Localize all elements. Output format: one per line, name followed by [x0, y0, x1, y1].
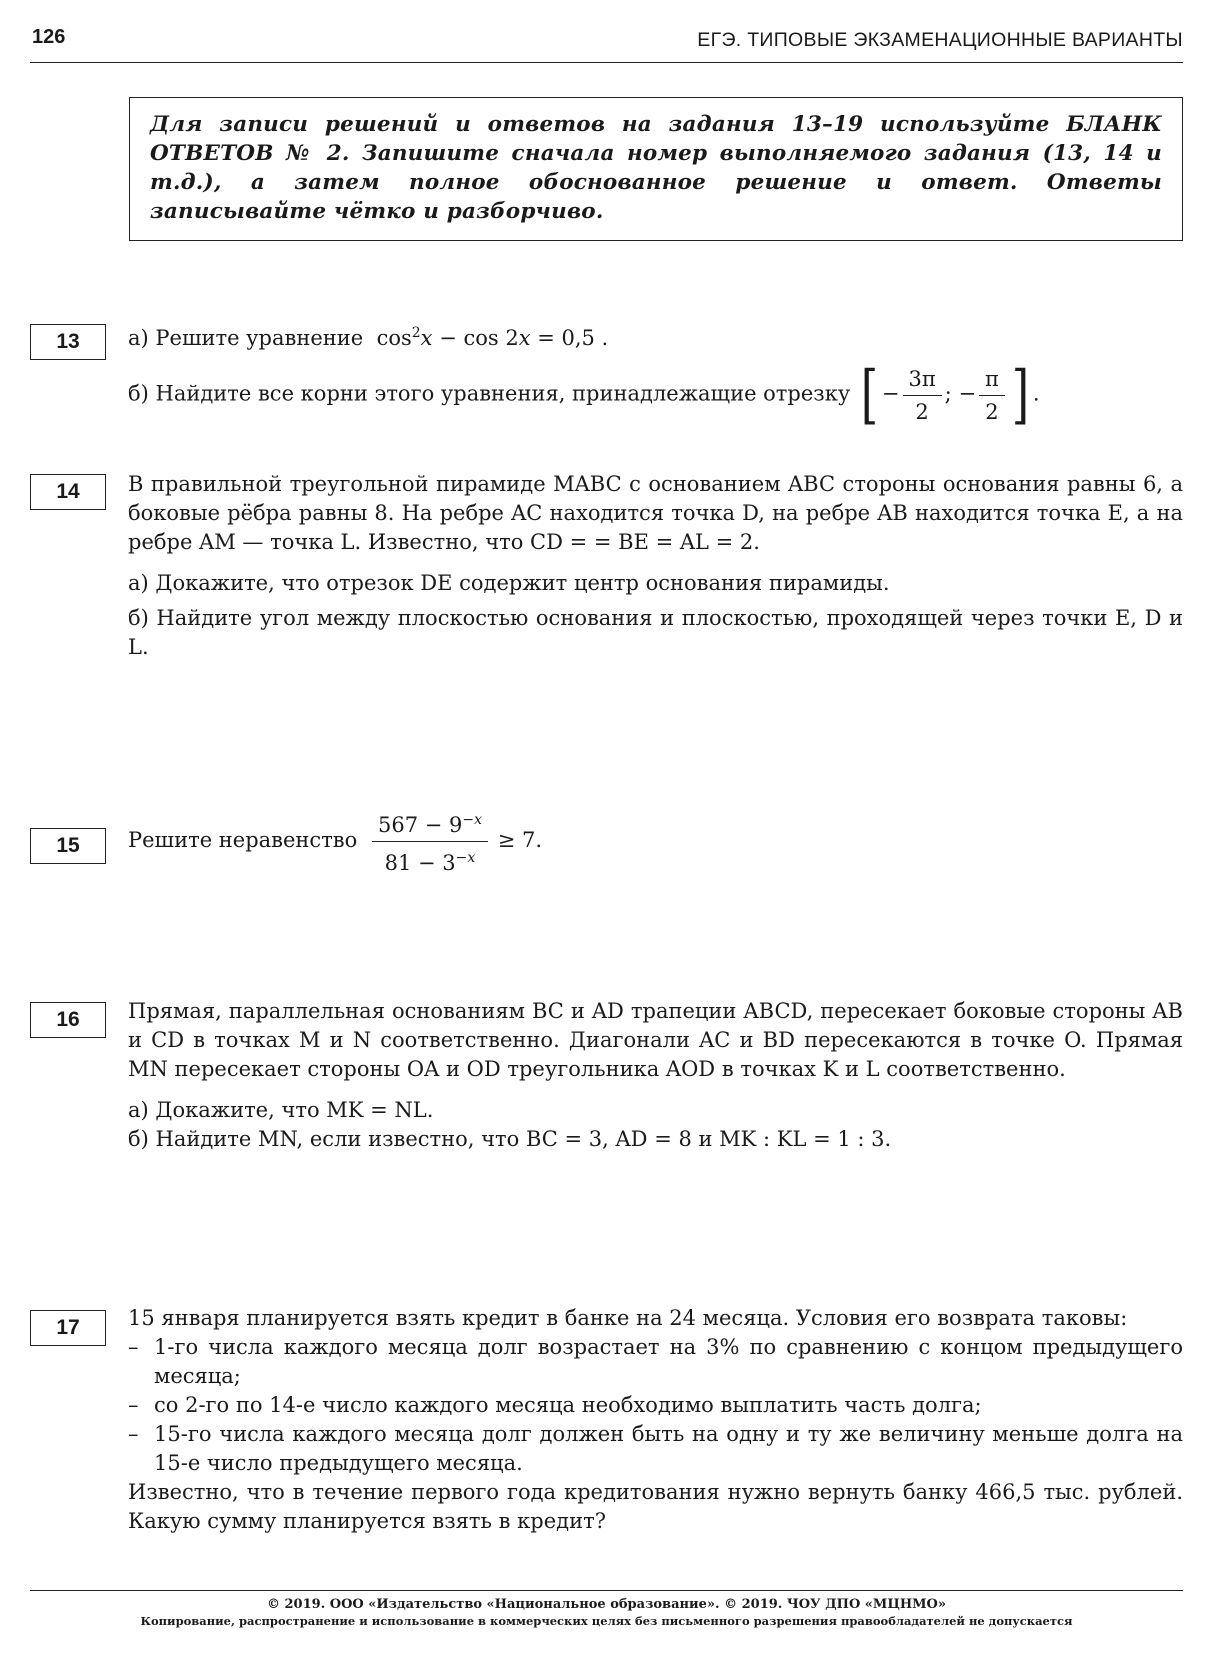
- task-17-condition-1: [128, 1333, 1183, 1391]
- page-header: [30, 22, 1183, 63]
- task-number-16: 16: [30, 1002, 106, 1038]
- list-item-text: со 2-го по 14-е число каждого месяца необходимо выплатить часть долга;: [154, 1393, 982, 1417]
- task-13-part-a: [128, 319, 1183, 353]
- task-13-part-b: [128, 358, 1183, 432]
- equation-tail: = 0,5 .: [530, 326, 609, 350]
- task-14-part-b: б) Найдите угол между плоскостью основания и плоскостью, проходящей через точки E, D и L.: [128, 606, 1183, 659]
- minus-sign: −: [881, 381, 900, 406]
- task-16-part-a: а) Докажите, что MK = NL.: [128, 1098, 434, 1122]
- period: .: [1032, 381, 1040, 406]
- denominator-exponent: −x: [455, 850, 476, 866]
- task-number-14: 14: [30, 474, 106, 510]
- fraction-3pi-2: [903, 364, 942, 427]
- task-17-condition-3: [128, 1420, 1183, 1478]
- task-14-part-a: а) Докажите, что отрезок DE содержит центр основания пирамиды.: [128, 571, 890, 595]
- task-15-statement: [128, 805, 1183, 878]
- task-16-part-b: б) Найдите MN, если известно, что BC = 3, AD = 8 и MK : KL = 1 : 3.: [128, 1127, 892, 1151]
- fraction-numerator: π: [979, 364, 1005, 396]
- task-number-15: 15: [30, 828, 106, 864]
- variable-x: x: [518, 326, 531, 350]
- task-17-question: Известно, что в течение первого года кредитования нужно вернуть банку 466,5 тыс. рублей. Какую сумму планируется взять в кредит?: [128, 1480, 1183, 1533]
- task-17-condition-2: [128, 1391, 1183, 1420]
- list-item-text: 1-го числа каждого месяца долг возрастает на 3% по сравнению с концом предыдущего месяца;: [154, 1335, 1183, 1388]
- denominator-base: 81 − 3: [384, 851, 456, 875]
- inequality-rhs: ≥ 7.: [497, 828, 542, 852]
- fraction-denominator: 2: [985, 399, 999, 424]
- running-title: ЕГЭ. ТИПОВЫЕ ЭКЗАМЕНАЦИОННЫЕ ВАРИАНТЫ: [697, 29, 1183, 51]
- task-13: [128, 319, 1183, 432]
- equation-middle: − cos 2: [432, 326, 519, 350]
- task-13-equation: [370, 326, 608, 350]
- minus-sign: −: [958, 381, 977, 406]
- task-14: [128, 470, 1183, 662]
- footer-copyright: © 2019. ООО «Издательство «Национальное образование». © 2019. ЧОУ ДПО «МЦНМО»: [266, 1597, 947, 1612]
- task-number-13: 13: [30, 324, 106, 360]
- task-15-text: Решите неравенство: [128, 828, 358, 852]
- task-16: [128, 997, 1183, 1154]
- task-13-part-a-text: а) Решите уравнение: [128, 326, 364, 350]
- fraction-numerator: [372, 805, 488, 842]
- task-15: [128, 805, 1183, 878]
- fraction-denominator: 2: [915, 399, 929, 424]
- task-16-condition: Прямая, параллельная основаниям BC и AD трапеции ABCD, пересекает боковые стороны AB и CD в точках M и N соответственно. Диагонали AC и BD пересекаются в точке O. Прямая MN пересекает стороны OA и OD треугольника AOD в точках K и L соответственно.: [128, 999, 1183, 1081]
- fraction-numerator: 3π: [903, 364, 942, 396]
- right-bracket: ]: [1011, 358, 1030, 432]
- list-dash: –: [128, 1422, 139, 1446]
- numerator-base: 567 − 9: [377, 813, 463, 837]
- fraction-pi-2: [979, 364, 1005, 427]
- page-number: 126: [32, 26, 66, 48]
- numerator-exponent: −x: [462, 812, 482, 828]
- task-number-17: 17: [30, 1310, 106, 1346]
- cos-exponent: 2: [411, 325, 421, 341]
- left-bracket: [: [860, 358, 879, 432]
- task-13-part-b-text: б) Найдите все корни этого уравнения, принадлежащие отрезку: [128, 381, 851, 406]
- page-footer: [30, 1590, 1183, 1628]
- instruction-box: Для записи решений и ответов на задания 13–19 используйте БЛАНК ОТВЕТОВ № 2. Запишите сначала номер выполняемого задания (13, 14 и т.д.), а затем полное обоснованное решение и ответ. Ответы записывайте чётко и разборчиво.: [129, 97, 1183, 241]
- variable-x: x: [420, 326, 433, 350]
- list-dash: –: [128, 1335, 139, 1359]
- footer-legal-notice: Копирование, распространение и использование в коммерческих целях без письменного разрешения правообладателей не допускается: [140, 1614, 1073, 1628]
- cos-symbol: cos: [376, 326, 412, 350]
- fraction-denominator: [372, 842, 488, 878]
- task-17-intro: 15 января планируется взять кредит в банке на 24 месяца. Условия его возврата таковы:: [128, 1306, 1128, 1330]
- separator: ;: [944, 381, 952, 406]
- list-dash: –: [128, 1393, 139, 1417]
- list-item-text: 15-го числа каждого месяца долг должен быть на одну и ту же величину меньше долга на 15-е число предыдущего месяца.: [154, 1422, 1183, 1475]
- task-14-condition: В правильной треугольной пирамиде MABC с основанием ABC стороны основания равны 6, а боковые рёбра равны 8. На ребре AC находится точка D, на ребре AB находится точка E, а на ребре AM — точка L. Известно, что CD = = BE = AL = 2.: [128, 472, 1183, 554]
- inequality-fraction: [372, 805, 488, 878]
- task-17: [128, 1304, 1183, 1536]
